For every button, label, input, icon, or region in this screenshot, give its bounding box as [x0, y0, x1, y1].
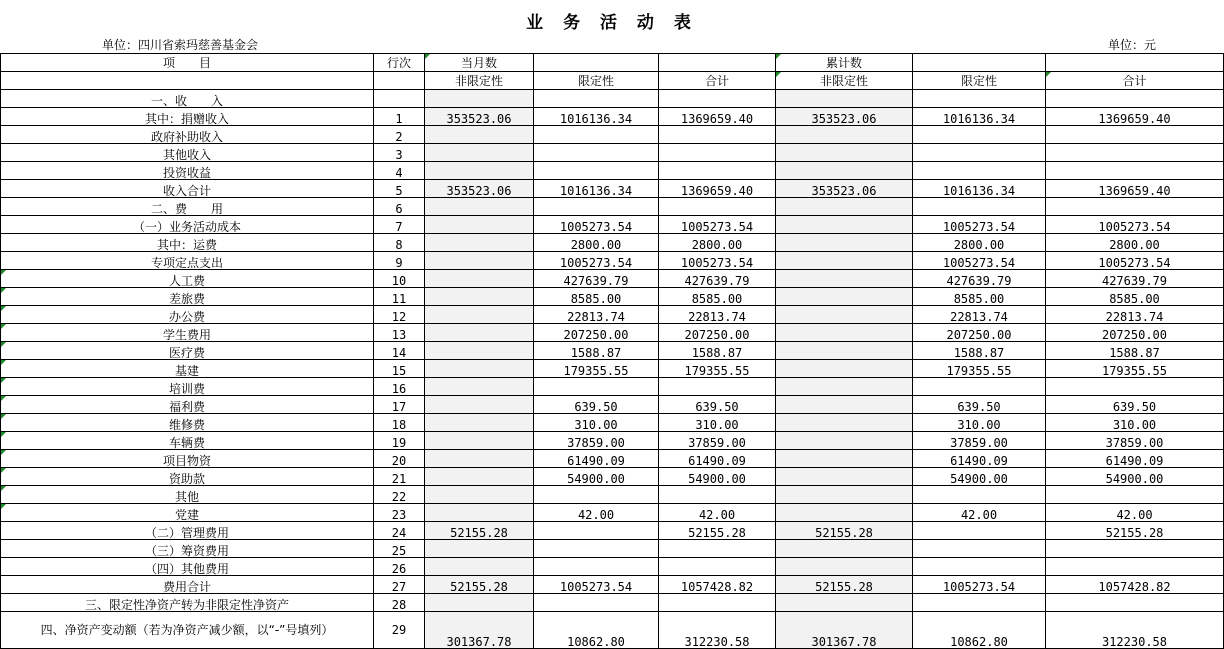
cell-cum-restricted[interactable]: 207250.00: [913, 324, 1046, 342]
cell-month-total[interactable]: [659, 144, 776, 162]
cell-item[interactable]: 其中：运费: [1, 234, 374, 252]
table-row: [1, 486, 1224, 504]
cell-line-no[interactable]: 22: [374, 486, 425, 504]
cell-item[interactable]: 党建: [1, 504, 374, 522]
cell-cum-total[interactable]: 1588.87: [1046, 342, 1224, 360]
cell-month-total[interactable]: [659, 162, 776, 180]
cell-cum-restricted[interactable]: 639.50: [913, 396, 1046, 414]
cell-line-no[interactable]: 27: [374, 576, 425, 594]
cell-cum-total[interactable]: 639.50: [1046, 396, 1224, 414]
cell-month-unrestricted[interactable]: 52155.28: [425, 576, 534, 594]
cell-month-total[interactable]: 310.00: [659, 414, 776, 432]
cell-month-unrestricted[interactable]: 353523.06: [425, 108, 534, 126]
cell-month-restricted[interactable]: 310.00: [534, 414, 659, 432]
cell-item[interactable]: 四、净资产变动额（若为净资产减少额，以“-”号填列）: [1, 612, 374, 649]
cell-line-no[interactable]: 19: [374, 432, 425, 450]
cell-month-restricted[interactable]: 207250.00: [534, 324, 659, 342]
cell-cum-total[interactable]: 54900.00: [1046, 468, 1224, 486]
cell-cum-restricted[interactable]: 37859.00: [913, 432, 1046, 450]
cell-month-total[interactable]: [659, 558, 776, 576]
cell-item[interactable]: 福利费: [1, 396, 374, 414]
table-row: [1, 108, 1224, 126]
cell-cum-restricted[interactable]: 61490.09: [913, 450, 1046, 468]
cell-cum-total[interactable]: [1046, 126, 1224, 144]
cell-cum-unrestricted[interactable]: 353523.06: [776, 180, 913, 198]
cell-cum-total[interactable]: 427639.79: [1046, 270, 1224, 288]
cell-month-restricted[interactable]: [534, 144, 659, 162]
cell-cum-unrestricted[interactable]: [776, 162, 913, 180]
cell-month-unrestricted[interactable]: [425, 126, 534, 144]
cell-item[interactable]: 医疗费: [1, 342, 374, 360]
cell-month-restricted[interactable]: 2800.00: [534, 234, 659, 252]
table-row: [1, 162, 1224, 180]
cell-line-no[interactable]: 2: [374, 126, 425, 144]
cell-item[interactable]: 人工费: [1, 270, 374, 288]
cell-line-no[interactable]: 24: [374, 522, 425, 540]
cell-month-total[interactable]: 1005273.54: [659, 216, 776, 234]
cell-month-restricted[interactable]: 1005273.54: [534, 576, 659, 594]
cell-cum-restricted[interactable]: [913, 522, 1046, 540]
cell-month-total[interactable]: 52155.28: [659, 522, 776, 540]
cell-cum-restricted[interactable]: 1016136.34: [913, 180, 1046, 198]
cell-cum-unrestricted[interactable]: [776, 360, 913, 378]
cell-month-unrestricted[interactable]: [425, 270, 534, 288]
cell-month-restricted[interactable]: 37859.00: [534, 432, 659, 450]
cell-line-no[interactable]: 12: [374, 306, 425, 324]
cell-cum-restricted[interactable]: [913, 198, 1046, 216]
cell-line-no[interactable]: [374, 90, 425, 108]
table-row: [1, 270, 1224, 288]
cell-month-total[interactable]: 1588.87: [659, 342, 776, 360]
cell-cum-restricted[interactable]: 1005273.54: [913, 252, 1046, 270]
cell-month-unrestricted[interactable]: 301367.78: [425, 612, 534, 649]
cell-cum-total[interactable]: [1046, 558, 1224, 576]
cell-line-no[interactable]: 26: [374, 558, 425, 576]
cell-item[interactable]: 办公费: [1, 306, 374, 324]
cell-month-restricted[interactable]: 639.50: [534, 396, 659, 414]
cell-cum-total[interactable]: [1046, 198, 1224, 216]
cell-line-no[interactable]: 28: [374, 594, 425, 612]
header-blank[interactable]: [534, 54, 659, 72]
table-row: [1, 144, 1224, 162]
cell-cum-restricted[interactable]: [913, 126, 1046, 144]
cell-month-restricted[interactable]: 1016136.34: [534, 180, 659, 198]
cell-cum-total[interactable]: 1057428.82: [1046, 576, 1224, 594]
header-blank[interactable]: [1, 72, 374, 90]
cell-cum-unrestricted[interactable]: [776, 594, 913, 612]
cell-cum-restricted[interactable]: 2800.00: [913, 234, 1046, 252]
cell-item[interactable]: 资助款: [1, 468, 374, 486]
cell-month-unrestricted[interactable]: [425, 432, 534, 450]
table-row: [1, 504, 1224, 522]
cell-month-unrestricted[interactable]: [425, 540, 534, 558]
cell-line-no[interactable]: 29: [374, 612, 425, 649]
table-row: [1, 594, 1224, 612]
cell-month-unrestricted[interactable]: 52155.28: [425, 522, 534, 540]
cell-item[interactable]: 收入合计: [1, 180, 374, 198]
table-row: [1, 342, 1224, 360]
cell-cum-restricted[interactable]: 54900.00: [913, 468, 1046, 486]
table-row: [1, 450, 1224, 468]
cell-month-restricted[interactable]: [534, 126, 659, 144]
cell-month-total[interactable]: [659, 378, 776, 396]
cell-item[interactable]: （四）其他费用: [1, 558, 374, 576]
cell-cum-unrestricted[interactable]: [776, 288, 913, 306]
cell-item[interactable]: （二）管理费用: [1, 522, 374, 540]
table-row: [1, 540, 1224, 558]
cell-cum-restricted[interactable]: [913, 378, 1046, 396]
header-month-restricted[interactable]: 限定性: [534, 72, 659, 90]
activity-table: [0, 53, 1224, 649]
table-row: [1, 180, 1224, 198]
cell-month-unrestricted[interactable]: [425, 144, 534, 162]
cell-cum-restricted[interactable]: 310.00: [913, 414, 1046, 432]
cell-month-restricted[interactable]: 179355.55: [534, 360, 659, 378]
cell-month-unrestricted[interactable]: [425, 504, 534, 522]
cell-month-total[interactable]: [659, 486, 776, 504]
cell-line-no[interactable]: 5: [374, 180, 425, 198]
cell-item[interactable]: 投资收益: [1, 162, 374, 180]
cell-month-total[interactable]: 2800.00: [659, 234, 776, 252]
cell-cum-restricted[interactable]: 1588.87: [913, 342, 1046, 360]
cell-cum-restricted[interactable]: 427639.79: [913, 270, 1046, 288]
cell-cum-unrestricted[interactable]: [776, 558, 913, 576]
header-cum-restricted[interactable]: 限定性: [913, 72, 1046, 90]
cell-cum-unrestricted[interactable]: [776, 324, 913, 342]
table-row: [1, 216, 1224, 234]
cell-line-no[interactable]: 25: [374, 540, 425, 558]
header-blank[interactable]: [1046, 54, 1224, 72]
cell-cum-total[interactable]: [1046, 162, 1224, 180]
cell-cum-total[interactable]: 37859.00: [1046, 432, 1224, 450]
cell-line-no[interactable]: 18: [374, 414, 425, 432]
cell-item[interactable]: 一、收 入: [1, 90, 374, 108]
cell-line-no[interactable]: 3: [374, 144, 425, 162]
cell-line-no[interactable]: 21: [374, 468, 425, 486]
cell-cum-restricted[interactable]: 1005273.54: [913, 216, 1046, 234]
cell-cum-unrestricted[interactable]: [776, 234, 913, 252]
cell-cum-unrestricted[interactable]: [776, 216, 913, 234]
cell-item[interactable]: （一）业务活动成本: [1, 216, 374, 234]
table-row: [1, 396, 1224, 414]
header-current-month[interactable]: 当月数: [425, 54, 534, 72]
header-blank[interactable]: [659, 54, 776, 72]
cell-cum-restricted[interactable]: 1016136.34: [913, 108, 1046, 126]
cell-cum-total[interactable]: 1369659.40: [1046, 180, 1224, 198]
cell-line-no[interactable]: 9: [374, 252, 425, 270]
cell-cum-unrestricted[interactable]: [776, 126, 913, 144]
cell-month-restricted[interactable]: [534, 594, 659, 612]
cell-month-restricted[interactable]: [534, 378, 659, 396]
cell-cum-restricted[interactable]: 42.00: [913, 504, 1046, 522]
cell-cum-total[interactable]: 207250.00: [1046, 324, 1224, 342]
table-row: [1, 522, 1224, 540]
cell-cum-unrestricted[interactable]: [776, 432, 913, 450]
cell-month-total[interactable]: 8585.00: [659, 288, 776, 306]
cell-item[interactable]: 三、限定性净资产转为非限定性净资产: [1, 594, 374, 612]
cell-item[interactable]: 维修费: [1, 414, 374, 432]
cell-cum-unrestricted[interactable]: 301367.78: [776, 612, 913, 649]
cell-item[interactable]: 二、费 用: [1, 198, 374, 216]
cell-month-restricted[interactable]: 42.00: [534, 504, 659, 522]
cell-cum-unrestricted[interactable]: [776, 252, 913, 270]
cell-month-unrestricted[interactable]: [425, 486, 534, 504]
cell-month-unrestricted[interactable]: [425, 342, 534, 360]
header-month-total[interactable]: 合计: [659, 72, 776, 90]
cell-month-unrestricted[interactable]: [425, 216, 534, 234]
cell-cum-restricted[interactable]: [913, 594, 1046, 612]
cell-cum-total[interactable]: [1046, 594, 1224, 612]
cell-month-total[interactable]: 1369659.40: [659, 180, 776, 198]
cell-cum-total[interactable]: 8585.00: [1046, 288, 1224, 306]
cell-item[interactable]: 费用合计: [1, 576, 374, 594]
cell-month-unrestricted[interactable]: [425, 450, 534, 468]
table-row: [1, 558, 1224, 576]
cell-item[interactable]: 基建: [1, 360, 374, 378]
cell-cum-unrestricted[interactable]: [776, 342, 913, 360]
report-title: 业 务 活 动 表: [526, 13, 698, 33]
table-row: [1, 252, 1224, 270]
cell-item[interactable]: 车辆费: [1, 432, 374, 450]
cell-item[interactable]: 差旅费: [1, 288, 374, 306]
cell-cum-unrestricted[interactable]: [776, 198, 913, 216]
table-row: [1, 414, 1224, 432]
cell-line-no[interactable]: 13: [374, 324, 425, 342]
cell-month-unrestricted[interactable]: 353523.06: [425, 180, 534, 198]
cell-cum-restricted[interactable]: [913, 540, 1046, 558]
cell-month-total[interactable]: 427639.79: [659, 270, 776, 288]
cell-month-restricted[interactable]: [534, 558, 659, 576]
cell-line-no[interactable]: 16: [374, 378, 425, 396]
cell-line-no[interactable]: 8: [374, 234, 425, 252]
cell-month-restricted[interactable]: 1005273.54: [534, 216, 659, 234]
cell-cum-restricted[interactable]: [913, 144, 1046, 162]
cell-cum-total[interactable]: 310.00: [1046, 414, 1224, 432]
cell-month-unrestricted[interactable]: [425, 288, 534, 306]
cell-line-no[interactable]: 10: [374, 270, 425, 288]
cell-line-no[interactable]: 14: [374, 342, 425, 360]
cell-month-restricted[interactable]: [534, 540, 659, 558]
cell-month-total[interactable]: 61490.09: [659, 450, 776, 468]
cell-month-total[interactable]: 312230.58: [659, 612, 776, 649]
cell-item[interactable]: 其他收入: [1, 144, 374, 162]
cell-cum-total[interactable]: [1046, 540, 1224, 558]
cell-month-restricted[interactable]: 54900.00: [534, 468, 659, 486]
cell-month-total[interactable]: 179355.55: [659, 360, 776, 378]
cell-cum-unrestricted[interactable]: [776, 144, 913, 162]
cell-month-total[interactable]: 639.50: [659, 396, 776, 414]
cell-month-unrestricted[interactable]: [425, 360, 534, 378]
cell-cum-unrestricted[interactable]: 52155.28: [776, 522, 913, 540]
cell-cum-restricted[interactable]: 22813.74: [913, 306, 1046, 324]
cell-cum-unrestricted[interactable]: [776, 450, 913, 468]
cell-item[interactable]: 学生费用: [1, 324, 374, 342]
cell-month-total[interactable]: [659, 594, 776, 612]
cell-item[interactable]: 专项定点支出: [1, 252, 374, 270]
table-row: [1, 360, 1224, 378]
cell-line-no[interactable]: 1: [374, 108, 425, 126]
table-row: [1, 90, 1224, 108]
cell-month-unrestricted[interactable]: [425, 378, 534, 396]
cell-cum-restricted[interactable]: 8585.00: [913, 288, 1046, 306]
table-row: [1, 126, 1224, 144]
cell-cum-restricted[interactable]: 10862.80: [913, 612, 1046, 649]
cell-month-total[interactable]: [659, 90, 776, 108]
cell-month-restricted[interactable]: 8585.00: [534, 288, 659, 306]
table-row: [1, 324, 1224, 342]
cell-cum-unrestricted[interactable]: [776, 486, 913, 504]
cell-month-total[interactable]: 1369659.40: [659, 108, 776, 126]
cell-month-restricted[interactable]: [534, 90, 659, 108]
cell-cum-total[interactable]: [1046, 378, 1224, 396]
cell-cum-total[interactable]: 1005273.54: [1046, 252, 1224, 270]
cell-item[interactable]: 项目物资: [1, 450, 374, 468]
cell-month-unrestricted[interactable]: [425, 306, 534, 324]
cell-line-no[interactable]: 20: [374, 450, 425, 468]
header-cumulative[interactable]: 累计数: [776, 54, 913, 72]
cell-cum-unrestricted[interactable]: 52155.28: [776, 576, 913, 594]
cell-line-no[interactable]: 4: [374, 162, 425, 180]
cell-month-total[interactable]: 1005273.54: [659, 252, 776, 270]
cell-month-unrestricted[interactable]: [425, 324, 534, 342]
cell-cum-total[interactable]: 1005273.54: [1046, 216, 1224, 234]
cell-month-restricted[interactable]: 10862.80: [534, 612, 659, 649]
cell-month-total[interactable]: 42.00: [659, 504, 776, 522]
cell-cum-total[interactable]: 2800.00: [1046, 234, 1224, 252]
cell-month-total[interactable]: 54900.00: [659, 468, 776, 486]
cell-item[interactable]: 其中：捐赠收入: [1, 108, 374, 126]
cell-month-unrestricted[interactable]: [425, 198, 534, 216]
table-row: [1, 198, 1224, 216]
cell-line-no[interactable]: 23: [374, 504, 425, 522]
cell-month-total[interactable]: [659, 540, 776, 558]
cell-cum-unrestricted[interactable]: [776, 504, 913, 522]
table-row: [1, 612, 1224, 649]
header-blank[interactable]: [913, 54, 1046, 72]
cell-cum-unrestricted[interactable]: [776, 270, 913, 288]
cell-month-restricted[interactable]: 1005273.54: [534, 252, 659, 270]
cell-cum-restricted[interactable]: [913, 162, 1046, 180]
unit-currency: 单位：元: [1108, 38, 1157, 52]
cell-month-unrestricted[interactable]: [425, 252, 534, 270]
cell-month-restricted[interactable]: [534, 522, 659, 540]
header-line-no[interactable]: 行次: [374, 54, 425, 72]
cell-month-unrestricted[interactable]: [425, 234, 534, 252]
cell-item[interactable]: 政府补助收入: [1, 126, 374, 144]
cell-month-unrestricted[interactable]: [425, 162, 534, 180]
cell-cum-restricted[interactable]: 1005273.54: [913, 576, 1046, 594]
cell-month-unrestricted[interactable]: [425, 594, 534, 612]
cell-cum-total[interactable]: 312230.58: [1046, 612, 1224, 649]
cell-month-total[interactable]: 1057428.82: [659, 576, 776, 594]
table-row: [1, 306, 1224, 324]
cell-month-total[interactable]: [659, 198, 776, 216]
cell-month-total[interactable]: 37859.00: [659, 432, 776, 450]
cell-cum-restricted[interactable]: [913, 486, 1046, 504]
cell-line-no[interactable]: 17: [374, 396, 425, 414]
table-row: [1, 378, 1224, 396]
cell-cum-total[interactable]: [1046, 90, 1224, 108]
cell-cum-total[interactable]: 52155.28: [1046, 522, 1224, 540]
cell-cum-unrestricted[interactable]: [776, 414, 913, 432]
cell-cum-unrestricted[interactable]: [776, 468, 913, 486]
header-cum-unrestricted[interactable]: 非限定性: [776, 72, 913, 90]
cell-line-no[interactable]: 7: [374, 216, 425, 234]
cell-month-restricted[interactable]: [534, 486, 659, 504]
cell-cum-total[interactable]: 61490.09: [1046, 450, 1224, 468]
header-cum-total[interactable]: 合计: [1046, 72, 1224, 90]
cell-month-unrestricted[interactable]: [425, 558, 534, 576]
cell-month-restricted[interactable]: [534, 198, 659, 216]
cell-cum-total[interactable]: 22813.74: [1046, 306, 1224, 324]
cell-month-unrestricted[interactable]: [425, 396, 534, 414]
table-row: [1, 234, 1224, 252]
cell-month-restricted[interactable]: 61490.09: [534, 450, 659, 468]
cell-month-total[interactable]: 22813.74: [659, 306, 776, 324]
header-blank[interactable]: [374, 72, 425, 90]
cell-cum-unrestricted[interactable]: [776, 378, 913, 396]
cell-month-restricted[interactable]: 22813.74: [534, 306, 659, 324]
cell-month-restricted[interactable]: 427639.79: [534, 270, 659, 288]
cell-cum-restricted[interactable]: [913, 558, 1046, 576]
cell-month-restricted[interactable]: [534, 162, 659, 180]
table-row: [1, 576, 1224, 594]
header-item[interactable]: 项 目: [1, 54, 374, 72]
cell-item[interactable]: （三）筹资费用: [1, 540, 374, 558]
cell-month-unrestricted[interactable]: [425, 414, 534, 432]
unit-organization: 单位：四川省索玛慈善基金会: [102, 38, 259, 52]
cell-month-total[interactable]: 207250.00: [659, 324, 776, 342]
table-row: [1, 432, 1224, 450]
table-row: [1, 288, 1224, 306]
cell-cum-total[interactable]: 1369659.40: [1046, 108, 1224, 126]
cell-cum-total[interactable]: 179355.55: [1046, 360, 1224, 378]
cell-cum-unrestricted[interactable]: 353523.06: [776, 108, 913, 126]
table-row: [1, 468, 1224, 486]
cell-cum-total[interactable]: [1046, 486, 1224, 504]
cell-item[interactable]: 培训费: [1, 378, 374, 396]
cell-cum-unrestricted[interactable]: [776, 90, 913, 108]
cell-month-unrestricted[interactable]: [425, 468, 534, 486]
cell-month-unrestricted[interactable]: [425, 90, 534, 108]
cell-cum-restricted[interactable]: [913, 90, 1046, 108]
cell-line-no[interactable]: 11: [374, 288, 425, 306]
cell-month-restricted[interactable]: 1588.87: [534, 342, 659, 360]
cell-cum-unrestricted[interactable]: [776, 540, 913, 558]
cell-cum-total[interactable]: [1046, 144, 1224, 162]
cell-cum-unrestricted[interactable]: [776, 396, 913, 414]
cell-month-total[interactable]: [659, 126, 776, 144]
cell-item[interactable]: 其他: [1, 486, 374, 504]
cell-cum-total[interactable]: 42.00: [1046, 504, 1224, 522]
cell-line-no[interactable]: 15: [374, 360, 425, 378]
cell-line-no[interactable]: 6: [374, 198, 425, 216]
cell-cum-restricted[interactable]: 179355.55: [913, 360, 1046, 378]
cell-month-restricted[interactable]: 1016136.34: [534, 108, 659, 126]
cell-cum-unrestricted[interactable]: [776, 306, 913, 324]
header-month-unrestricted[interactable]: 非限定性: [425, 72, 534, 90]
